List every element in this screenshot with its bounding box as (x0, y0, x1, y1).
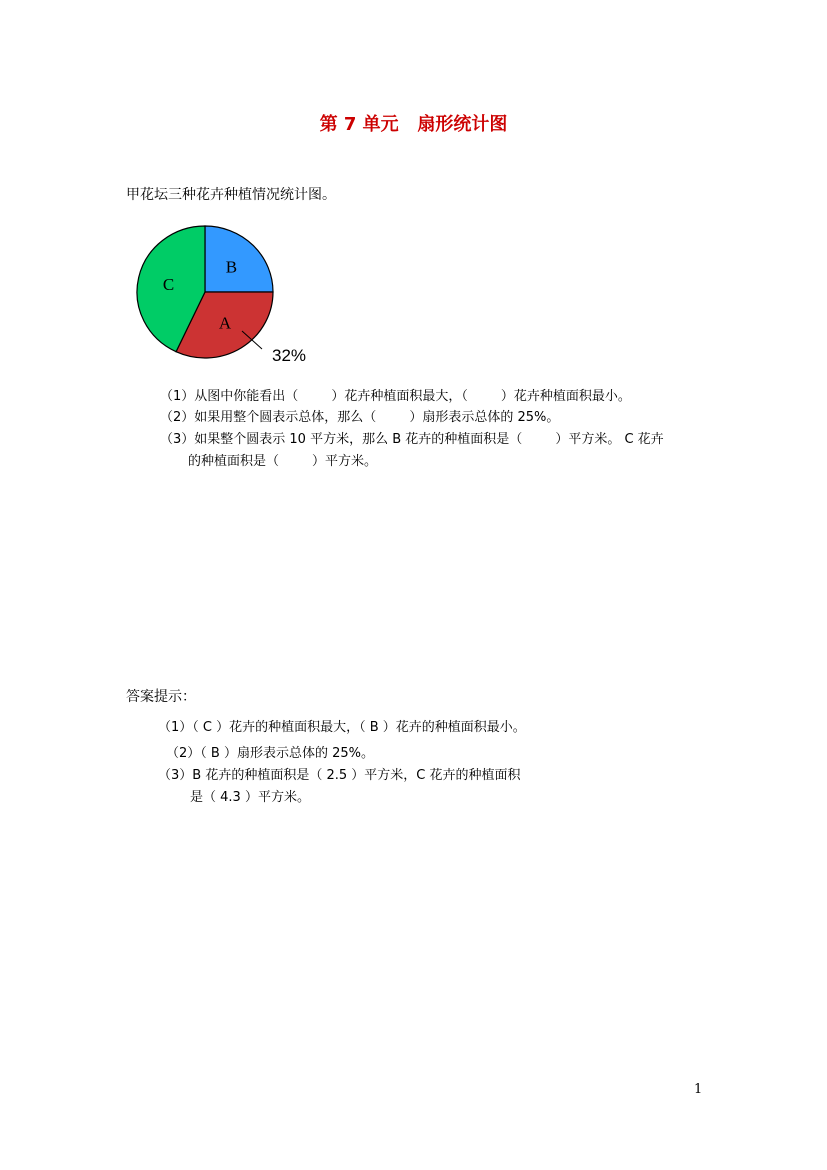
annotation-label: 32% (272, 346, 307, 365)
question-2: （2）如果用整个圆表示总体，那么（ ）扇形表示总体的 25%。 (160, 410, 560, 425)
pie-chart (126, 218, 326, 368)
pie-label-b: B (225, 257, 238, 277)
question-3: （3）如果整个圆表示 10 平方米，那么 B 花卉的种植面积是（ ）平方米。 C 花卉 (160, 432, 664, 447)
answer-2: （2）（ B ）扇形表示总体的 25%。 (166, 746, 374, 761)
question-3-continued: 的种植面积是（ ）平方米。 (188, 454, 378, 469)
page-number: 1 (694, 1082, 703, 1097)
answers-heading: 答案提示： (126, 689, 196, 705)
pie-slice-b (205, 226, 273, 292)
pie-label-a: A (218, 313, 232, 333)
page-title: 第 7 单元 扇形统计图 (319, 114, 508, 135)
answer-1: （1）（ C ）花卉的种植面积最大，（ B ）花卉的种植面积最小。 (158, 720, 526, 735)
answer-3: （3）B 花卉的种植面积是（ 2.5 ）平方米，C 花卉的种植面积 (158, 768, 521, 783)
pie-label-c: C (162, 275, 175, 295)
chart-intro-text: 甲花坛三种花卉种植情况统计图。 (126, 187, 336, 203)
question-1: （1）从图中你能看出（ ）花卉种植面积最大，（ ）花卉种植面积最小。 (160, 389, 631, 404)
answer-3-continued: 是（ 4.3 ）平方米。 (190, 790, 310, 805)
